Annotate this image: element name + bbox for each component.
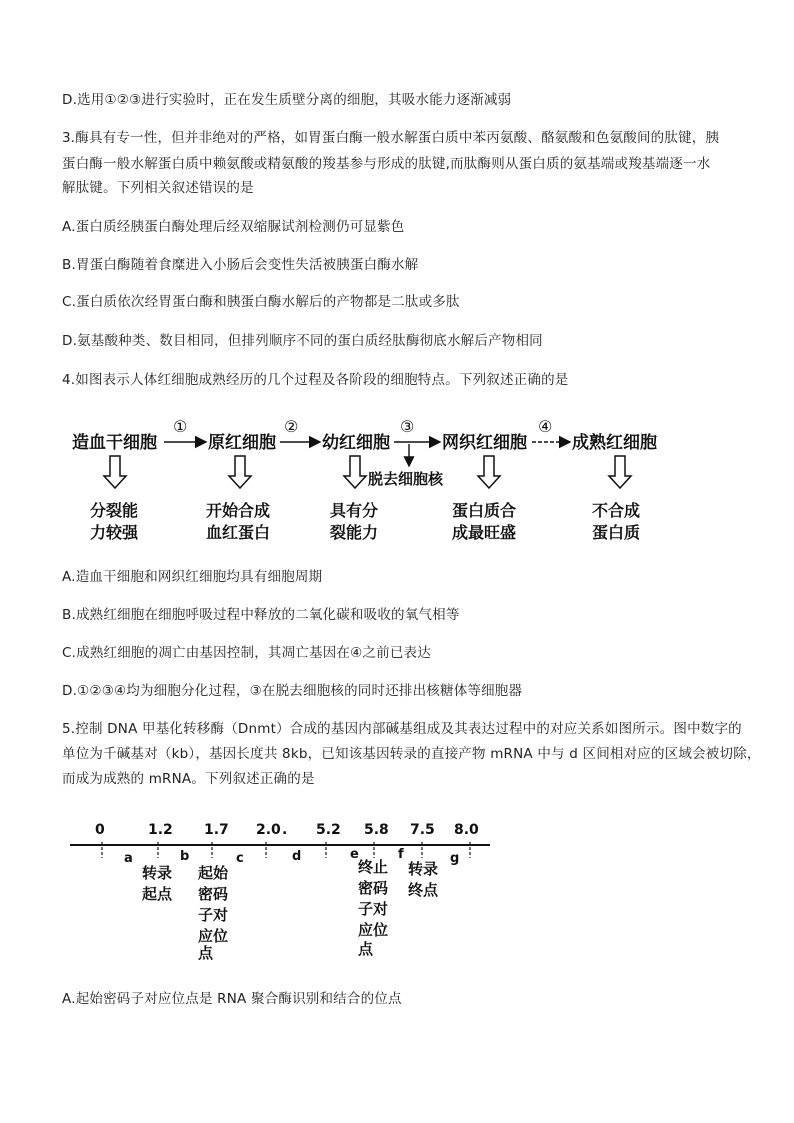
q5-option-a: A.起始密码子对应位点是 RNA 聚合酶识别和结合的位点 bbox=[62, 991, 402, 1007]
cell-hsc: 造血干细胞 bbox=[72, 433, 157, 453]
region-g: g bbox=[450, 851, 460, 866]
region-b: b bbox=[180, 849, 190, 864]
q5-stem-line2: 单位为千碱基对（kb），基因长度共 8kb，已知该基因转录的直接产物 mRNA 中与 d 区间相对应的区域会被切除， bbox=[62, 746, 761, 762]
label-stop-codon-5: 点 bbox=[358, 940, 374, 958]
q3-option-d: D.氨基酸种类、数目相同，但排列顺序不同的蛋白质经肽酶彻底水解后产物相同 bbox=[62, 333, 543, 349]
pos-8-0: 8.0 bbox=[454, 822, 479, 838]
pos-5-2: 5.2 bbox=[316, 822, 341, 838]
cell-erythroblast: 幼红细胞 bbox=[322, 433, 390, 453]
label-transcription-end-2: 终点 bbox=[408, 881, 439, 899]
q5-stem-line3: 而成为成熟的 mRNA。下列叙述正确的是 bbox=[62, 771, 315, 787]
pos-dot: . bbox=[282, 822, 288, 838]
label-start-codon-4: 应位 bbox=[198, 927, 229, 945]
region-a: a bbox=[124, 851, 133, 866]
feature-3-line2: 裂能力 bbox=[330, 523, 379, 542]
q5-stem-line1: 5.控制 DNA 甲基化转移酶（Dnmt）合成的基因内部碱基组成及其表达过程中的对应关系如图所示。图中数字的 bbox=[62, 721, 742, 737]
gene-map-diagram bbox=[60, 812, 500, 962]
feature-1-line2: 力较强 bbox=[90, 523, 139, 542]
cell-mature-rbc: 成熟红细胞 bbox=[572, 433, 657, 453]
down-arrow-5 bbox=[609, 456, 631, 488]
feature-1-line1: 分裂能 bbox=[90, 501, 139, 520]
region-f: f bbox=[398, 847, 404, 862]
down-arrow-3 bbox=[344, 456, 366, 488]
q3-stem-line3: 解肽键。下列相关叙述错误的是 bbox=[62, 180, 254, 196]
label-transcription-end-1: 转录 bbox=[408, 860, 439, 878]
down-arrow-4 bbox=[478, 456, 500, 488]
label-stop-codon-2: 密码 bbox=[358, 879, 389, 897]
label-transcription-start-2: 起点 bbox=[142, 885, 173, 903]
label-stop-codon-1: 终止 bbox=[358, 858, 389, 876]
pos-7-5: 7.5 bbox=[410, 822, 435, 838]
q3-option-b: B.胃蛋白酶随着食糜进入小肠后会变性失活被胰蛋白酶水解 bbox=[62, 257, 419, 273]
q3-option-a: A.蛋白质经胰蛋白酶处理后经双缩脲试剂检测仍可显紫色 bbox=[62, 219, 405, 235]
feature-5-line1: 不合成 bbox=[592, 501, 641, 520]
down-arrow-1 bbox=[104, 456, 126, 488]
label-stop-codon-3: 子对 bbox=[358, 900, 389, 918]
pos-2-0: 2.0 bbox=[256, 822, 281, 838]
pos-1-7: 1.7 bbox=[204, 822, 229, 838]
label-start-codon-3: 子对 bbox=[198, 906, 229, 924]
down-arrow-2 bbox=[229, 456, 251, 488]
q3-option-c: C.蛋白质依次经胃蛋白酶和胰蛋白酶水解后的产物都是二肽或多肽 bbox=[62, 294, 460, 310]
cell-reticulocyte: 网织红细胞 bbox=[442, 433, 527, 453]
feature-2-line1: 开始合成 bbox=[206, 501, 271, 520]
q4-option-c: C.成熟红细胞的凋亡由基因控制，其凋亡基因在④之前已表达 bbox=[62, 645, 431, 661]
region-c: c bbox=[236, 851, 244, 866]
q3-stem-line1: 3.酶具有专一性，但并非绝对的严格，如胃蛋白酶一般水解蛋白质中苯丙氨酸、酪氨酸和色氨酸间的肽键，胰 bbox=[62, 130, 720, 146]
q4-stem: 4.如图表示人体红细胞成熟经历的几个过程及各阶段的细胞特点。下列叙述正确的是 bbox=[62, 372, 569, 388]
q4-option-a: A.造血干细胞和网织红细胞均具有细胞周期 bbox=[62, 569, 323, 585]
pos-1-2: 1.2 bbox=[148, 822, 173, 838]
step-label-4: ④ bbox=[538, 417, 553, 436]
cell-proerythroblast: 原红细胞 bbox=[208, 433, 276, 453]
step-label-2: ② bbox=[284, 417, 299, 436]
pos-0: 0 bbox=[95, 822, 105, 838]
label-stop-codon-4: 应位 bbox=[358, 921, 389, 939]
feature-4-line1: 蛋白质合 bbox=[452, 501, 517, 520]
label-transcription-start-1: 转录 bbox=[142, 864, 173, 882]
step-label-1: ① bbox=[173, 417, 188, 436]
rbc-maturation-diagram bbox=[60, 410, 700, 550]
step-label-3: ③ bbox=[400, 417, 415, 436]
label-denucleation: 脱去细胞核 bbox=[368, 470, 444, 488]
region-e: e bbox=[350, 847, 359, 862]
q3-stem-line2: 蛋白酶一般水解蛋白质中赖氨酸或精氨酸的羧基参与形成的肽键,而肽酶则从蛋白质的氨基端或羧基端逐一水 bbox=[62, 156, 711, 172]
label-start-codon-5: 点 bbox=[198, 944, 214, 962]
label-start-codon-1: 起始 bbox=[198, 864, 229, 882]
feature-3-line1: 具有分 bbox=[330, 501, 379, 520]
feature-5-line2: 蛋白质 bbox=[592, 523, 641, 542]
pos-5-8: 5.8 bbox=[364, 822, 389, 838]
q2-option-d: D.选用①②③进行实验时，正在发生质壁分离的细胞，其吸水能力逐渐减弱 bbox=[62, 92, 512, 108]
q4-option-d: D.①②③④均为细胞分化过程，③在脱去细胞核的同时还排出核糖体等细胞器 bbox=[62, 683, 523, 699]
feature-2-line2: 血红蛋白 bbox=[206, 523, 271, 542]
label-start-codon-2: 密码 bbox=[198, 885, 229, 903]
q4-option-b: B.成熟红细胞在细胞呼吸过程中释放的二氧化碳和吸收的氧气相等 bbox=[62, 607, 460, 623]
feature-4-line2: 成最旺盛 bbox=[452, 523, 517, 542]
region-d: d bbox=[292, 849, 302, 864]
